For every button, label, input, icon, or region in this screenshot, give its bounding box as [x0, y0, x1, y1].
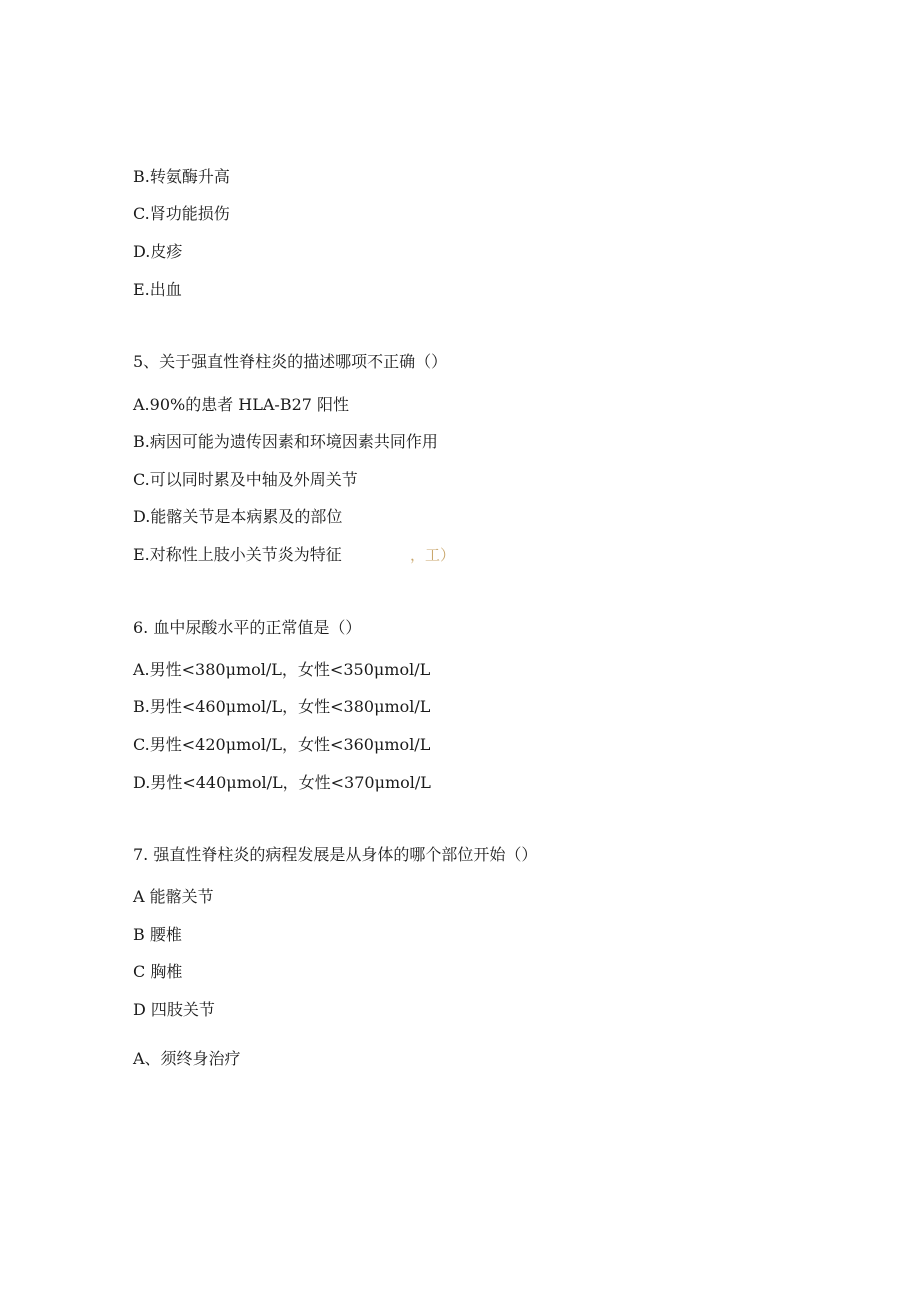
q6-option-b: B.男性<460μmol∕L，女性<380μmol∕L	[133, 697, 431, 716]
q7-option-b: B 腰椎	[133, 925, 182, 944]
q7-stem: 7. 强直性脊柱炎的病程发展是从身体的哪个部位开始（）	[133, 845, 538, 864]
trailing-option: A、须终身治疗	[133, 1049, 241, 1068]
q7-option-c: C 胸椎	[133, 962, 183, 981]
q6-option-a: A.男性<380μmol∕L，女性<350μmol/L	[133, 660, 431, 679]
q5-option-d: D.能髂关节是本病累及的部位	[133, 507, 343, 526]
q7-option-a: A 能髂关节	[133, 887, 214, 906]
q4-option-d: D.皮疹	[133, 242, 183, 261]
q5-option-b: B.病因可能为遗传因素和环境因素共同作用	[133, 432, 438, 451]
q4-option-e: E.出血	[133, 280, 182, 299]
q7-option-d: D 四肢关节	[133, 1000, 215, 1019]
q5-option-c: C.可以同时累及中轴及外周关节	[133, 470, 358, 489]
q4-option-c: C.肾功能损伤	[133, 204, 230, 223]
q5-option-a: A.90%的患者 HLA-B27 阳性	[133, 395, 350, 414]
q6-stem: 6. 血中尿酸水平的正常值是（）	[133, 618, 362, 637]
q6-option-d: D.男性<440μmol∕L，女性<370μmol∕L	[133, 773, 431, 792]
stray-annotation-mark: ，工）	[410, 546, 456, 564]
q5-stem: 5、关于强直性脊柱炎的描述哪项不正确（）	[133, 352, 448, 371]
q4-option-b: B.转氨酶升高	[133, 167, 230, 186]
q5-option-e: E.对称性上肢小关节炎为特征	[133, 545, 342, 564]
q6-option-c: C.男性<420μmol∕L，女性<360μmol∕L	[133, 735, 431, 754]
